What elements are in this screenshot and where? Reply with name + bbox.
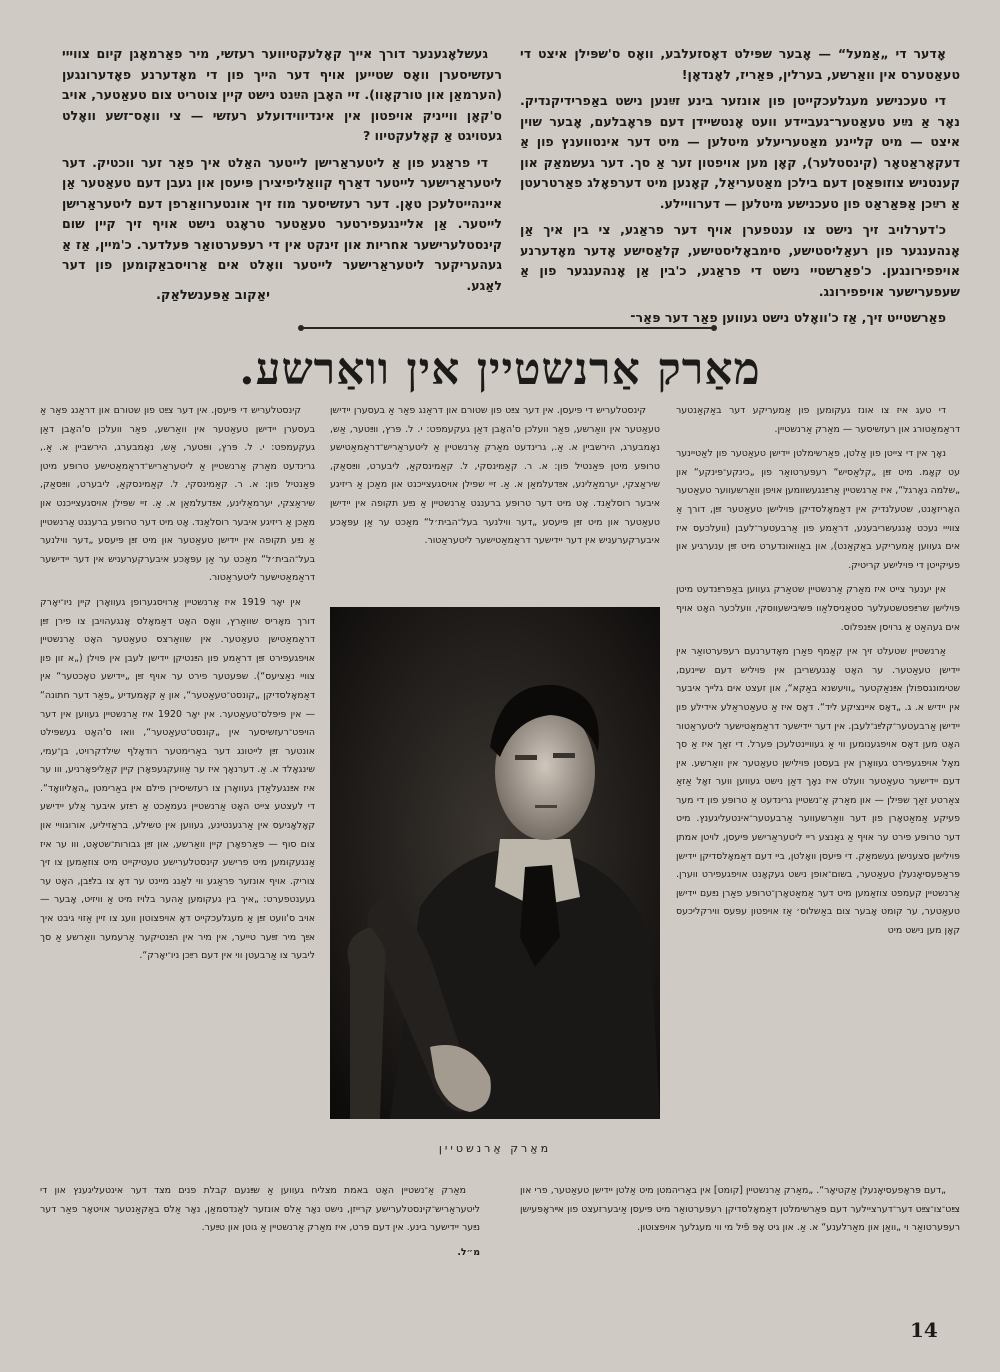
article-left-column	[40, 402, 315, 1174]
author-signature: יאַקוב אַפּענשלאַק.	[155, 288, 270, 303]
paragraph: די פראַגע פון אַ ליטעראַרישן לייטער האַלט איך פאַר זער ווכטיק. דער ליטעראַרישער לייטער דאַרף קוואַליפיצירן פּיעסן און געבן דעם טעאַטער אַן איינהייטלעכן טאָן. דער רעזשיסער מוז זיך אונטערוואַרפן דעם ליטעראַרישן לייטער. אַן אליינגעפירטער טעאַטער טראָגט נישט אויף זיך קיין שום קינסטלערישער אחריות און זינקט אין די רעפּערטואַר פּעלדער. כ'מיין, אַז אַ געהעריקער ליטעראַרישער לייטער וואָלט אים אַרויסבאַקומען פון דער לאַגע.	[62, 154, 502, 293]
page-number: 14	[910, 1318, 938, 1342]
top-left-column	[62, 44, 502, 293]
intro-paragraph: די טעג איז צו אונז געקומען פון אַמעריקע דער באַקאַנטער דראַמאַטורג און רעזשיסער — מאַרק אַרנשטיין.	[676, 405, 960, 435]
paragraph: אַרנשטיין שטעלט זיך אין קאַמף פאַרן מאָדערנעם רעפּערטואַר אין יידישן טעאַטער. ער האָט אָנגעשריבן אין פּויליש דעם שיינעם, שטימונגספולן אײַנאַקטער „וויעשנא באַקא“, און זעצט אים גלייך איבער אין יידיש א. ג. „דאָס איינציקע ליד“. דאָס איז אַ טעאַטראַלע אידילע פון יידישן אַרבעטער־קלײַנ־לעבן. אין דער יידישער דראַמאַטישער ליטעראַטור האָט מען דאָס אויפגענומען ווי אַ געוויינטלעכן פּערל. די זאַך איז אַ סך מאָל אויפגעפירט געוואָרן אין בעסטן פּוילישן טעאַטער אין וואַרשע. אין דעם יידישער טעאַטער וועלט איז נאָך דאַן נישט געווען ווער זאָל אַזאַ צאַרטע זאַך שפּילן — און מאַרק אַ־נשטיין גרינדעט אַ טרופּע פון די מער פעיקע אַמאַטאָרן פון דער וואַרשעווער אַרבעטער־אינטעליגענץ. מיט דער טרופּע פירט ער אויף אַ גאַנצע ריי ליטעראַרישע פּיעסן, לויטן אמתן פּוילישן סצענישן געשמאַק. די פּיעסן וואָלטן, ביי דעם דאַמאָלסדיקן יידישן פּראַפעסיאָנעלן טעאַטער, בשום־אופן נישט געקאָנט אויפגעפירט ווערן. אַרנשטיין קעמפט צוזאַמען מיט דער אַמאַטאָרן־טרופּע פאַרן נײַעם יידישן טעאַטער, ער קומט אָבער צום באַשלוס׳ אַז אויפטון עפּעס ווירקליכעס קאָן מען נישט מיט	[676, 646, 960, 937]
paragraph: קינסטלעריש די פּיעסן. אין דער צײַט פון שטורם און דראַנג פאַר אַ בעסערן יידישן טעאַטער אין וואַרשע, פאַר וועלכן ס'האָבן דאַן געקעמפט: י. ל. פּרץ, ווײַטער, אַש, נאָמבערג, הירשביין א. אַ., גרינדעט מאַרק אַרנשטיין אַ ליטעראַריש־דראַמאַטישע טרופּע מיטן פּאַנטיל פון: א. ר. קאַמינסקי, ל. קאַמינסקאַ, ליבערט, ווײַסאַק, שיראַצקי, יערמאַלינע, אײַדעלמאַן א. אַ. זיי שפּילן אויסגעצייכנט און מאַכן אַ ריזיגע איבער רוסלאַנד. אָט מיט דער טרופּע ברענגט אַרנשטיין אַ נײַע תקופה אין יידישן טעאַטער און מיט זײַן פּיעסע „דער ווילנער בעל־הבית׳ל“ מאַכט ער אַן עפּאָכע איבערקערעניש אין דער יידישער דראַמאַטישער ליטעראַטור.	[40, 405, 315, 584]
top-right-column	[520, 44, 960, 325]
paragraph: פאַרשטייט זיך, אַז כ'וואָלט נישט געווען פאַר דער פּאַר־	[630, 310, 946, 325]
portrait-image	[330, 607, 660, 1119]
signature: מ״ל.	[457, 1246, 480, 1258]
paragraph: די טעכנישע מעגלעכקייטן פון אונזער בינע זײַנען נישט באַפרידיקנדיק. נאָר אַ נײַע טעאַטער־געביידע וועט אָנטשיידן דעם פּראָבלעם, אָבער שוין איצט — מיט קליינע מאַטעריעלע מיטלען — מיט דער אינטווענץ פון אַ דעקאָראַטאָר (קינסטלער), קאָן מען אויפטון זער אַ סך. דער געשמאַק און קענטניש צוזופּאַסן דעם בילכן מאַטעריאַל, קאָנען מיט דערפאָלג פאַרטרעטן אַ רײַכן אַפּאַראַט פון טעכנישע מיטלען — דערוויילע.	[520, 93, 960, 211]
paragraph: אָדער די „אַמעל“ — אָבער שפּילט דאָסזעלבע, וואָס ס'שפּילן איצט די טעאַטערס אין וואַרשע, בערלין, פּאַריז, לאָנדאָן!	[520, 46, 960, 82]
paragraph: אין יאָר 1919 איז אַרנשטיין אַרויסגערופן געוואָרן קיין ניו־יאָרק דורך מאָריס שוואַרץ, וואָס האָט דאַמאָלס אָנגעהויבן צו פירן זײַן דראַמאַטישן טעאַטער. אין שוואַרצס טעאַטער האָט אַרנשטיין אויפגעפירט זײַן דראַמע פון הײַנטיקן יידישן לעבן אין פּוילן („א זון פון צוויי נאַציעס“). שפּעטער פירט ער אויף זײַן „יידישע טאָכטער“ אין דאַמאָלסדיקן „קונסט־טעאַטער“, און אַ קאָמעדיע „פאַר דער חתונה“ — אין פּיפּלס־טעאַטער. אין יאָר 1920 איז אַרנשטיין געווען אין דער הויפּט־רעזשיסער אין „קונסט־טעאַטער“, וואו ס'האָט געשפּילט אונטער זײַן לייטונג דער באַרימטער רודאָלף שילדקרויט, בן־עמי, שינגאָלד א. אַ. דערנאָך איז ער אַוועקגעפאָרן קיין קאַליפאָרניע, ווו ער איז אײַנגעלאַדן געוואָרן צו רעזשיסירן פילם אין באַרימטן „האָליוואָד“. די לעצטע צייט האָט אַרנשטיין געמאַכט אַ רײַזע איבער אַלע יידישע קאָלאָניעס אין אַרגענטינע, געווען אין טשילע, בראַזיליע, אורוגוויי און צום סוף — פּאַרפאָרן קיין וואַרשע, און זײַן גבורות־שטאָט, ווו ער איז אַנגעקומען מיט פרישע קינסטלערישע טעטיקייט מיט צוזאַמען צו זיך צוריק. אויף אונזער פראַגע ווי לאַנג מיינט ער דאָ צו בלײַבן, האָט ער געענטפערט: „איך בין געקומען אַהער בלויז מיט אַ וויזיט, אָבער — אויב ס'וועט זײַן אַ מעגלעכקייט דאָ אויפצוטון וועג צו זיין אַזוי גיבט איך אײַך מיר זײַער טייער, אין מיר אין הײַנטיקער אַרעמער וואַרשע אַ סך ליבער צו אַרבעטן ווי אין דעם רײַכן ניו־יאָרק“.	[40, 596, 315, 962]
paragraph: געשלאָגענער דורך אייך קאָלעקטיווער רעזשי, מיר פאַרמאָגן קיום צווייי רעזשיסערן וואָס שטייען אויף דער הייך פון די מאָדערנע פאָדערונגען (הערמאַן און טורקאָוו). זיי האָבן הײַנט נישט קיין צוטריט צום טעאַטער, אויב ס'קאָן ווייניק אויפטון אין אינדיווידועלע רעזשי — צי וואָס־זשע וואָלט געטויגט אַ קאָלעקטיוו ?	[62, 46, 502, 143]
section-divider	[300, 327, 715, 329]
paragraph: כ'דערלויב זיך נישט צו ענטפערן אויף דער פראַגע, צי בין איך אַן אָנהענגער פון רעאַליסטישע, סימבאָליסטישע, קלאַסישע אָדער מאָדערנע אויפפירונגען. כ'פאַרשטיי נישט די פראַגע, כ'בין אַן אָנהענגער פון אַ שעפערישער אויפפירונג.	[520, 222, 960, 299]
paragraph: קינסטלעריש די פּיעסן. אין דער צײַט פון שטורם און דראַנג פאַר אַ בעסערן יידישן טעאַטער אין וואַרשע, פאַר וועלכן ס'האָבן דאַן געקעמפט: י. ל. פּרץ, ווײַטער, אַש, נאָמבערג, הירשביין א. אַ., גרינדעט מאַרק אַרנשטיין אַ ליטעראַריש־דראַמאַטישע טרופּע מיטן פּאַנטיל פון: א. ר. קאַמינסקי, ל. קאַמינסקאַ, ליבערט, ווײַסאַק, שיראַצקי, יערמאַלינע, אײַדעלמאַן א. אַ. זיי שפּילן אויסגעצייכנט און מאַכן אַ ריזיגע איבער רוסלאַנד. אָט מיט דער טרופּע ברענגט אַרנשטיין אַ נײַע תקופה אין יידישן טעאַטער און מיט זײַן פּיעסע „דער ווילנער בעל־הבית׳ל“ מאַכט ער אַן עפּאָכע איבערקערעניש אין דער יידישער דראַמאַטישער ליטעראַטור.	[330, 405, 660, 547]
paragraph: אין יענער צייט איז מאַרק אַרנשטיין שטאַרק געווען באַפרײַנדעט מיטן פּוילישן שרײַפטשטעלער סטאַניסלאַוו פּשיבישעווסקי, וועלכער האָט אויף אים געהאַט אַ גרויסן אײַנפלוס.	[676, 584, 960, 633]
bottom-left-column	[40, 1182, 480, 1292]
paragraph: מאַרק אַ־נשטיין האָט באמת מצליח געווען אַ שײַנעם קבלת פנים מצד דער אינטעליגענץ און די ליטעראַריש־קינסטלערישע קרייזן, נישט נאָר אַלס אונזער לאַנדסמאַן, נאָר אַלס באַקאַנטער אויטאָר פאַר דער נײַער יידישער בינע. אין דעם פּרט, איז מאַרק אַרנשטיין אַ גוטן און טײַער.	[40, 1185, 480, 1234]
bottom-right-column	[520, 1182, 960, 1292]
portrait-photo	[330, 607, 660, 1119]
article-middle-column	[330, 402, 660, 582]
photo-caption: מאַרק אַרנשטיין	[438, 1142, 552, 1155]
article-right-column	[676, 402, 960, 1162]
article-headline: מאַרק אַרנשטיין אין וואַרשע.	[239, 344, 761, 395]
paragraph: „דעם פּראָפעסיאָנעלן אַקטיאָר“. „מאַרק אַרנשטיין [קומט] אין באַריהמטן מיט אַלטן יידישן טעאַטער, פרי און צײַט־צו־צײַט דער־דערציילער דעם פּאַרשימלטן דאַמאָלסדיקן רעפּערטואַר מיט פּיעסן אַיבערזעצט פון אײראָפּעישן רעפּערטואַר וי „וואַן און מאַרלענע“ א. אַ. און גיט אָפּ פֿיל מי ווי מעגלעך אויפצוטון.	[520, 1185, 960, 1234]
paragraph: נאָך אין די צייטן פון אַלטן, פאַרשימלטן יידישן טעאַטער פון לאַטיינער עט קאָמ. מיט זײַן „קלאַסיש“ רעפּערטואַר פון „כינקע־פּינקע“ און „שלמה גאָרגל“, איז אַרנשטיין אַרײַנגעשוומען אויפן וואַרשעווער טעאַטער האָריזאָנט, שטעלנדיק אין דאַמאָלסדיקן פּוילישן טעאַטער זײַן, דורך אַ צווייי נעכט אָנגעשריבענע, דראַמע פון אַרבעטער־לעבן (וועלכעס איז אים געווען אַמעריקע באַקאַנט), און באַוואונדערט מיט זײַן ענערגיע און פעיקייטן די פּוילישע קריטיק.	[676, 448, 960, 571]
